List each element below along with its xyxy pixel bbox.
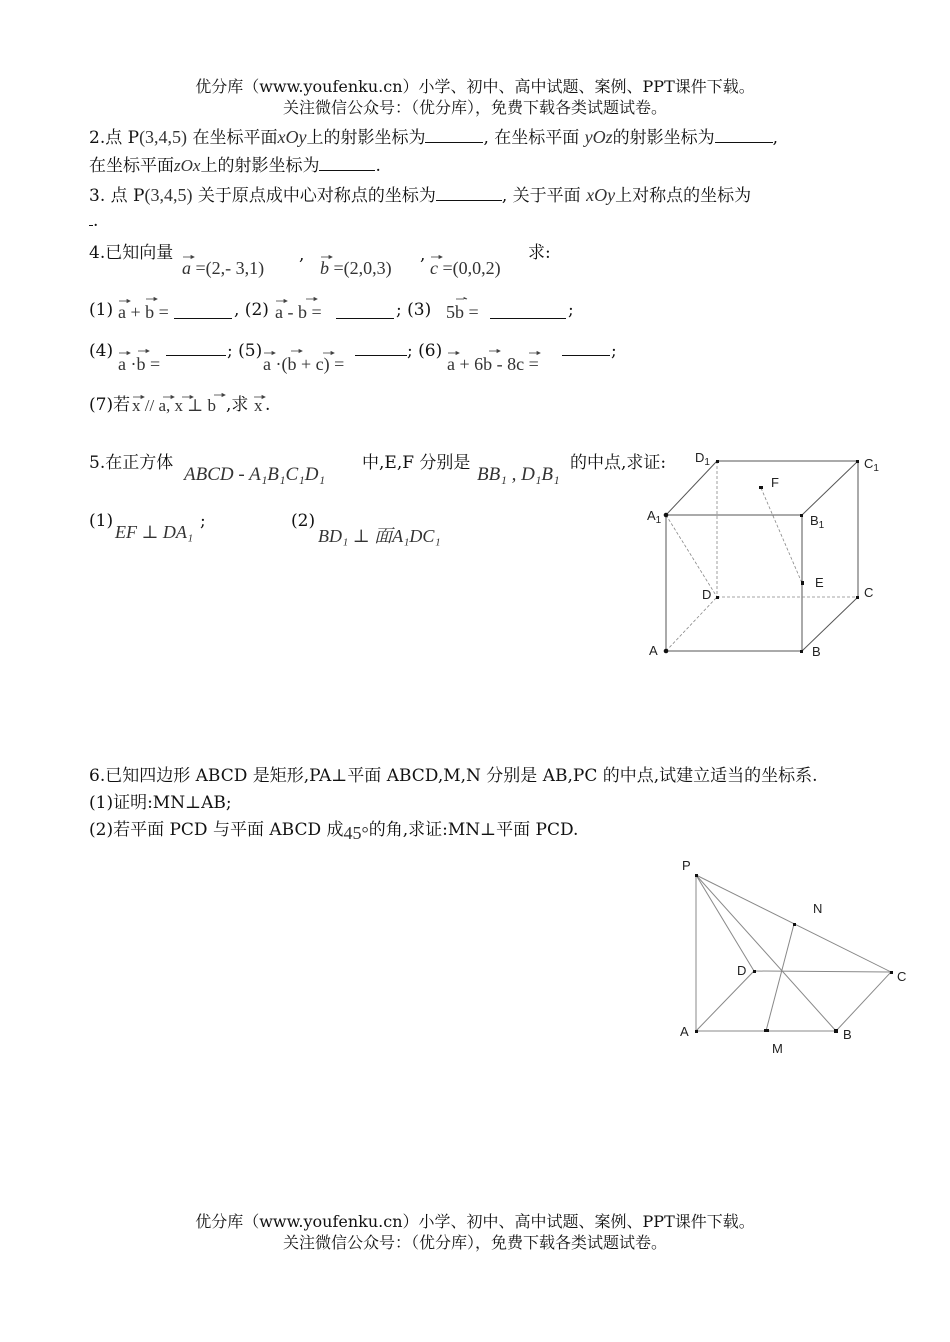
cube-name: ABCD - A₁B₁C₁D₁ [184, 464, 326, 485]
period: . [265, 395, 271, 415]
expr-a-dot-bc: a ·(b + c) = [263, 354, 345, 374]
vector-c-value: =(0,0,2) [442, 258, 501, 278]
q5-item-2: (2) [291, 511, 316, 531]
point-m [764, 1029, 769, 1032]
q3-text: . [93, 211, 99, 231]
q2-text: . [375, 156, 381, 176]
vector-b-value: =(2,0,3) [333, 258, 392, 278]
q3-text: , 关于平面 [501, 186, 581, 206]
plane-xoy: xOy [586, 185, 616, 205]
label-b1: $B_1$ [810, 513, 825, 531]
q6-text: (2)若平面 PCD 与平面 ABCD 成 [89, 820, 344, 840]
q4-ask: 求: [528, 243, 551, 263]
point-f [759, 486, 763, 489]
answer-blank[interactable] [562, 341, 610, 356]
q2-label: 2.点 P [89, 128, 140, 148]
label-e: E [815, 575, 824, 590]
point-c [890, 971, 893, 974]
semicolon: ; [611, 341, 617, 361]
point-a1 [664, 513, 669, 518]
header-line-2: 关注微信公众号：（优分库），免费下载各类试题试卷。 [282, 98, 667, 117]
comma: , [299, 245, 305, 265]
label-d: D [737, 963, 747, 978]
point-d [716, 596, 719, 599]
point-c1 [856, 460, 859, 463]
q2-text: 的射影坐标为 [612, 128, 715, 148]
label-c: C [897, 969, 907, 984]
segments: BB₁ , D₁B₁ [477, 464, 560, 485]
expr-a-minus-b: a - b = [275, 302, 322, 322]
semicolon: ; [568, 300, 574, 320]
point-d1 [716, 460, 719, 463]
expr-parallel-perp: x // a, x ⊥ b [132, 396, 216, 415]
label-d1: $D_1$ [695, 450, 710, 468]
label-c1: $C_1$ [864, 456, 879, 474]
point-coords: (3,4,5) [144, 185, 193, 205]
point-n [793, 923, 796, 926]
q2-text: , [772, 128, 779, 148]
expr-5b: 5b = [446, 302, 479, 322]
angle-45: 45° [343, 823, 369, 843]
q4-ask-7: ,求 [226, 395, 249, 415]
q5-item-1: (1) [89, 511, 114, 531]
q3-text: 关于原点成中心对称点的坐标为 [197, 186, 436, 206]
point-b [800, 650, 803, 653]
q5-tail: 的中点,求证: [570, 453, 667, 473]
answer-blank[interactable] [174, 304, 232, 319]
answer-blank[interactable] [336, 304, 394, 319]
q3-text: 上对称点的坐标为 [615, 186, 752, 206]
label-c: C [864, 585, 874, 600]
answer-blank[interactable] [355, 341, 407, 356]
footer-line-2: 关注微信公众号：（优分库），免费下载各类试题试卷。 [282, 1233, 667, 1252]
ef-perp-da1: EF ⊥ DA₁ [115, 522, 194, 542]
expr-a-dot-b: a ·b = [118, 354, 161, 374]
plane-yoz: yOz [584, 127, 613, 147]
vector-a: a [182, 258, 191, 278]
q3-label: 3. 点 P [89, 186, 145, 206]
q2-text: 在坐标平面 [192, 128, 278, 148]
label-n: N [813, 901, 823, 916]
point-a [695, 1030, 698, 1033]
semicolon: ; [200, 511, 206, 531]
label-b: B [812, 644, 821, 659]
q4-item-5: ; (5) [227, 341, 263, 361]
expr-combo: a + 6b - 8c = [447, 354, 539, 374]
point-a [664, 649, 669, 654]
q4-item-4: (4) [89, 341, 114, 361]
plane-zox: zOx [174, 156, 201, 175]
label-b: B [843, 1027, 852, 1042]
label-d: D [702, 587, 712, 602]
vector-a-value: =(2,- 3,1) [195, 258, 265, 278]
q4-item-1: (1) [89, 300, 114, 320]
vector-x: x [254, 396, 263, 415]
point-b1 [800, 514, 803, 517]
q6-line-1: 6.已知四边形 ABCD 是矩形,PA⊥平面 ABCD,M,N 分别是 AB,PC 的中点,试建立适当的坐标系. [89, 766, 818, 786]
q6-line-3 [89, 818, 578, 841]
point-coords: (3,4,5) [139, 127, 188, 147]
point-d [753, 970, 756, 973]
q6-text: 的角,求证:MN⊥平面 PCD. [368, 820, 579, 840]
q2-text: 上的射影坐标为 [306, 128, 426, 148]
q5-mid: 中,E,F 分别是 [362, 453, 471, 473]
answer-blank[interactable] [490, 304, 566, 319]
label-a: A [649, 643, 658, 658]
q4-item-7: (7)若 [89, 395, 131, 415]
answer-blank[interactable] [166, 341, 226, 356]
q2-text: 上的射影坐标为 [200, 156, 320, 176]
q2-text: , 在坐标平面 [483, 128, 580, 148]
q4-item-3: ; (3) [396, 300, 432, 320]
point-b [834, 1029, 838, 1033]
q6-line-2: (1)证明:MN⊥AB; [89, 793, 232, 813]
header-line-1: 优分库（www.youfenku.cn）小学、初中、高中试题、案例、PPT课件下载。 [195, 77, 755, 96]
pyramid-figure [670, 850, 920, 1060]
label-a1: $A_1$ [647, 508, 662, 526]
label-a: A [680, 1024, 689, 1039]
q4-item-2: , (2) [234, 300, 269, 320]
vector-b: b [320, 258, 329, 278]
label-p: P [682, 858, 691, 873]
comma: , [420, 245, 426, 265]
q2-text: 在坐标平面 [89, 156, 174, 176]
vector-c: c [430, 258, 438, 278]
label-f: F [771, 475, 779, 490]
point-c [856, 596, 859, 599]
plane-xoy: xOy [277, 127, 307, 147]
cube-figure [640, 440, 900, 670]
point-e [801, 581, 804, 585]
q4-item-6: ; (6) [407, 341, 443, 361]
point-p [695, 874, 698, 877]
footer-line-1: 优分库（www.youfenku.cn）小学、初中、高中试题、案例、PPT课件下载。 [195, 1212, 755, 1231]
bd1-perp-plane: BD₁ ⊥ 面A₁DC₁ [318, 526, 441, 546]
expr-a-plus-b: a + b = [118, 302, 169, 322]
q4-intro: 4.已知向量 [89, 243, 174, 263]
label-m: M [772, 1041, 783, 1056]
q5-intro: 5.在正方体 [89, 453, 174, 473]
